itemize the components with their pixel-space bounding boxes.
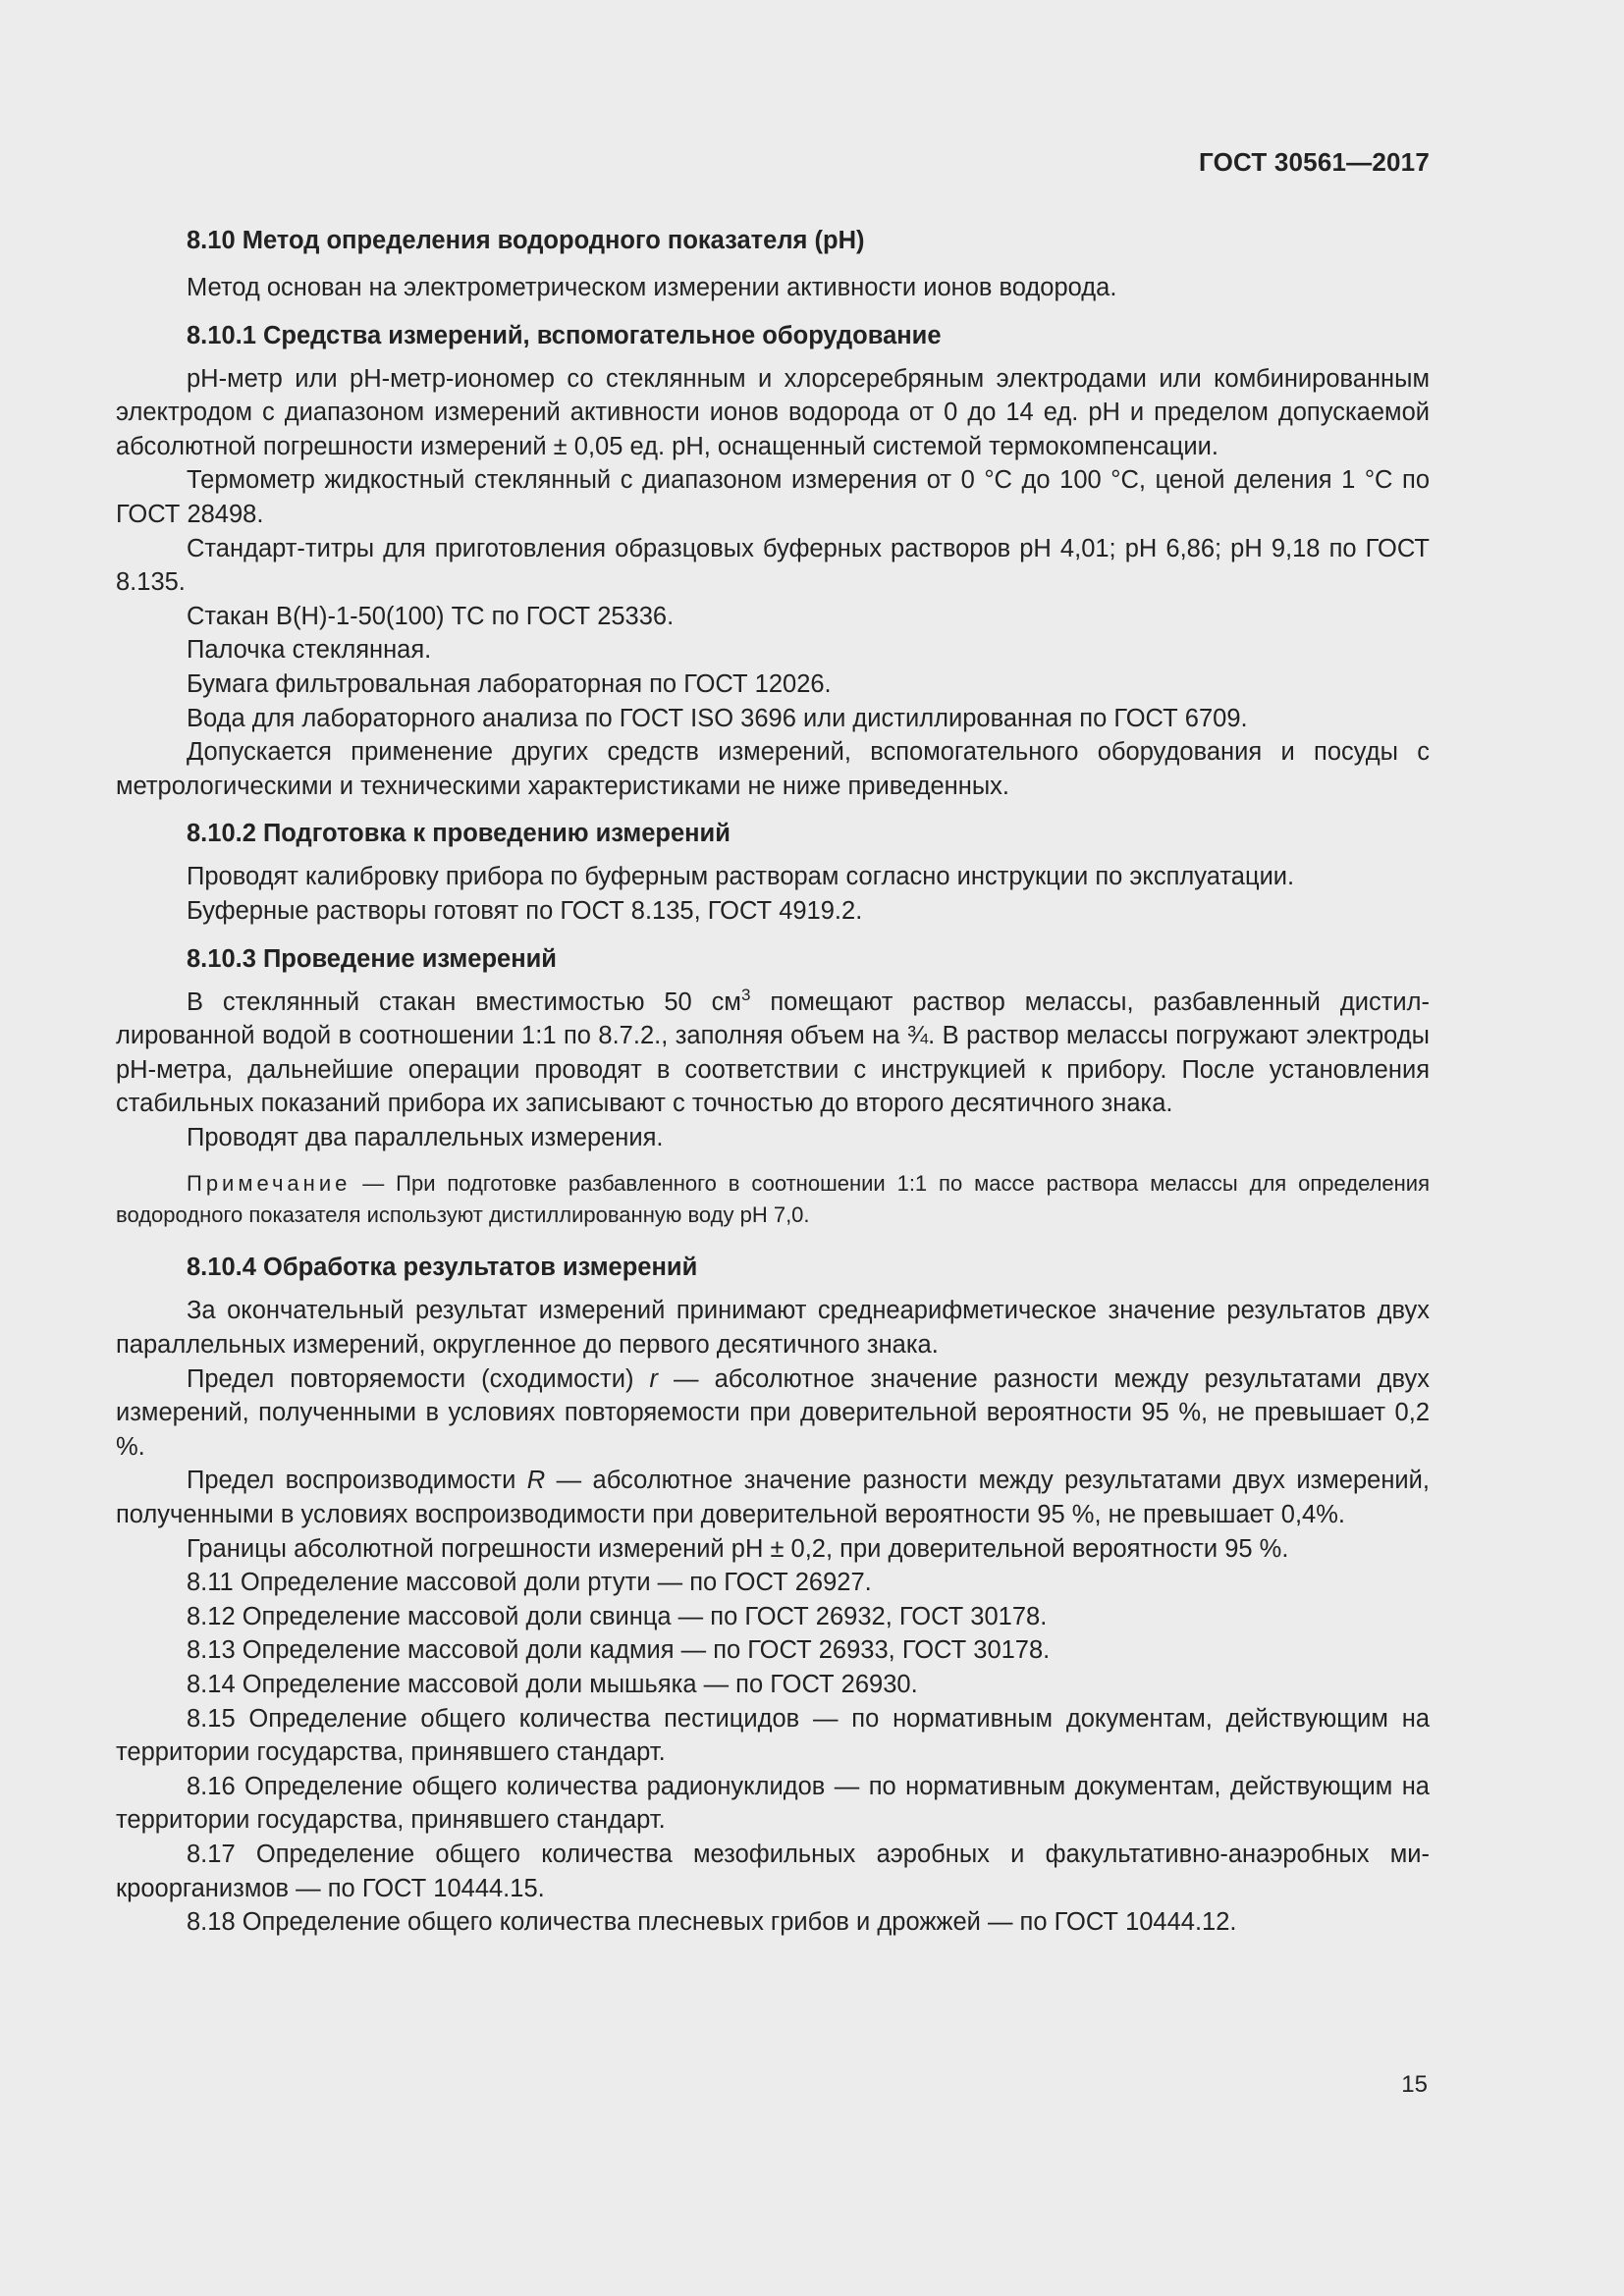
section-8-10-paragraph: Метод основан на электрометрическом измерении активности ионов водорода. bbox=[187, 274, 1117, 301]
cubic-superscript: 3 bbox=[740, 985, 751, 1004]
item-8-17: 8.17 Определение общего количества мезофильных аэробных и факультативно-анаэробных микроорганизмов — по ГОСТ 10444.15. bbox=[116, 1840, 1430, 1902]
glass-rod-paragraph: Палочка стеклянная. bbox=[187, 636, 432, 665]
procedure-text-rest: помещают раствор мелассы, разбавленный дистиллированной водой в соотношении 1:1 по 8.7.2., заполняя объем на ¾. В раствор мелассы погружают электроды рН-метра, дальнейшие операции проводят в соответствии с инструкцией к прибору. После установления стабильных показаний прибора их записывают с точностью до второго десятичного знака. bbox=[116, 988, 1430, 1118]
reproducibility-text-rest: — абсолютное значение разности между результатами двух измерений, полученными в условиях воспроизводимости при доверительной вероятности 95 %, не превышает 0,4%. bbox=[116, 1467, 1430, 1529]
procedure-text-start: В стеклянный стакан вместимостью 50 см bbox=[187, 988, 741, 1016]
item-8-11: 8.11 Определение массовой доли ртути — по ГОСТ 26927. bbox=[187, 1569, 872, 1597]
section-8-10-3-title: 8.10.3 Проведение измерений bbox=[187, 944, 557, 973]
section-8-10-4-title: 8.10.4 Обработка результатов измерений bbox=[187, 1254, 698, 1282]
standard-titers-paragraph: Стандарт-титры для приготовления образцовых буферных растворов рН 4,01; рН 6,86; рН 9,18 по ГОСТ 8.135. bbox=[116, 534, 1430, 597]
alternatives-paragraph: Допускается применение других средств измерений, вспомогательного оборудования и посуды с метрологическими и техническими характеристиками не ниже приведенных. bbox=[116, 738, 1430, 800]
measurement-procedure-paragraph bbox=[116, 986, 1430, 1121]
repeatability-text-rest: — абсолютное значение разности между результатами двух измерений, полученными в условиях повторяемости при доверительной вероятности 95 %, не превышает 0,2 %. bbox=[116, 1364, 1430, 1461]
filter-paper-paragraph: Бумага фильтровальная лабораторная по ГОСТ 12026. bbox=[187, 669, 832, 698]
page-number: 15 bbox=[1401, 2071, 1428, 2098]
reproducibility-paragraph bbox=[116, 1464, 1430, 1531]
beaker-paragraph: Стакан В(Н)-1-50(100) ТС по ГОСТ 25336. bbox=[187, 602, 675, 630]
note-text: — При подготовке разбавленного в соотношении 1:1 по массе раствора мелассы для определения водородного показателя используют дистиллированную воду рН 7,0. bbox=[116, 1171, 1430, 1228]
section-8-10-2-title: 8.10.2 Подготовка к проведению измерений bbox=[187, 820, 731, 848]
ph-meter-paragraph: рН-метр или рН-метр-иономер со стеклянным и хлорсеребряным электродами или комбинированным электродом с диапазоном измерений активности ионов водорода от 0 до 14 ед. рН и пределом допускаемой абсолютной погрешности измерений ± 0,05 ед. рН, оснащенный системой термокомпенсации. bbox=[116, 364, 1430, 460]
buffer-solutions-paragraph: Буферные растворы готовят по ГОСТ 8.135, ГОСТ 4919.2. bbox=[187, 896, 863, 925]
note-label: Примечание bbox=[187, 1171, 352, 1197]
item-8-12: 8.12 Определение массовой доли свинца — по ГОСТ 26932, ГОСТ 30178. bbox=[187, 1602, 1048, 1630]
repeatability-text-start: Предел повторяемости (сходимости) bbox=[187, 1364, 650, 1393]
thermometer-paragraph: Термометр жидкостный стеклянный с диапазоном измерения от 0 °С до 100 °С, ценой деления 1 °С по ГОСТ 28498. bbox=[116, 466, 1430, 528]
item-8-15: 8.15 Определение общего количества пестицидов — по нормативным документам, действующим на территории государства, принявшего стандарт. bbox=[116, 1704, 1430, 1767]
final-result-paragraph: За окончательный результат измерений принимают среднеарифметическое значение результатов двух параллельных измерений, округленное до первого десятичного знака. bbox=[116, 1297, 1430, 1360]
item-8-18: 8.18 Определение общего количества плесневых грибов и дрожжей — по ГОСТ 10444.12. bbox=[187, 1908, 1237, 1937]
parallel-measurements-paragraph: Проводят два параллельных измерения. bbox=[187, 1123, 664, 1151]
repeatability-paragraph bbox=[116, 1362, 1430, 1465]
section-8-10-1-title: 8.10.1 Средства измерений, вспомогательное оборудование bbox=[187, 321, 942, 349]
reproducibility-text-start: Предел воспроизводимости bbox=[187, 1467, 527, 1495]
item-8-13: 8.13 Определение массовой доли кадмия — по ГОСТ 26933, ГОСТ 30178. bbox=[187, 1636, 1051, 1665]
document-id-header: ГОСТ 30561—2017 bbox=[1199, 147, 1430, 177]
calibration-paragraph: Проводят калибровку прибора по буферным растворам согласно инструкции по эксплуатации. bbox=[187, 863, 1295, 891]
lab-water-paragraph: Вода для лабораторного анализа по ГОСТ ISO 3696 или дистиллированная по ГОСТ 6709. bbox=[187, 704, 1248, 732]
reproducibility-symbol: R bbox=[526, 1467, 546, 1495]
item-8-14: 8.14 Определение массовой доли мышьяка — по ГОСТ 26930. bbox=[187, 1671, 918, 1698]
repeatability-symbol: r bbox=[649, 1364, 658, 1393]
error-bounds-paragraph: Границы абсолютной погрешности измерений рН ± 0,2, при доверительной вероятности 95 %. bbox=[187, 1534, 1289, 1563]
note-paragraph bbox=[116, 1168, 1430, 1231]
item-8-16: 8.16 Определение общего количества радионуклидов — по нормативным документам, действующим на территории государства, принявшего стандарт. bbox=[116, 1772, 1430, 1835]
document-body bbox=[116, 224, 1430, 1940]
section-8-10-title: 8.10 Метод определения водородного показателя (рН) bbox=[187, 227, 865, 254]
